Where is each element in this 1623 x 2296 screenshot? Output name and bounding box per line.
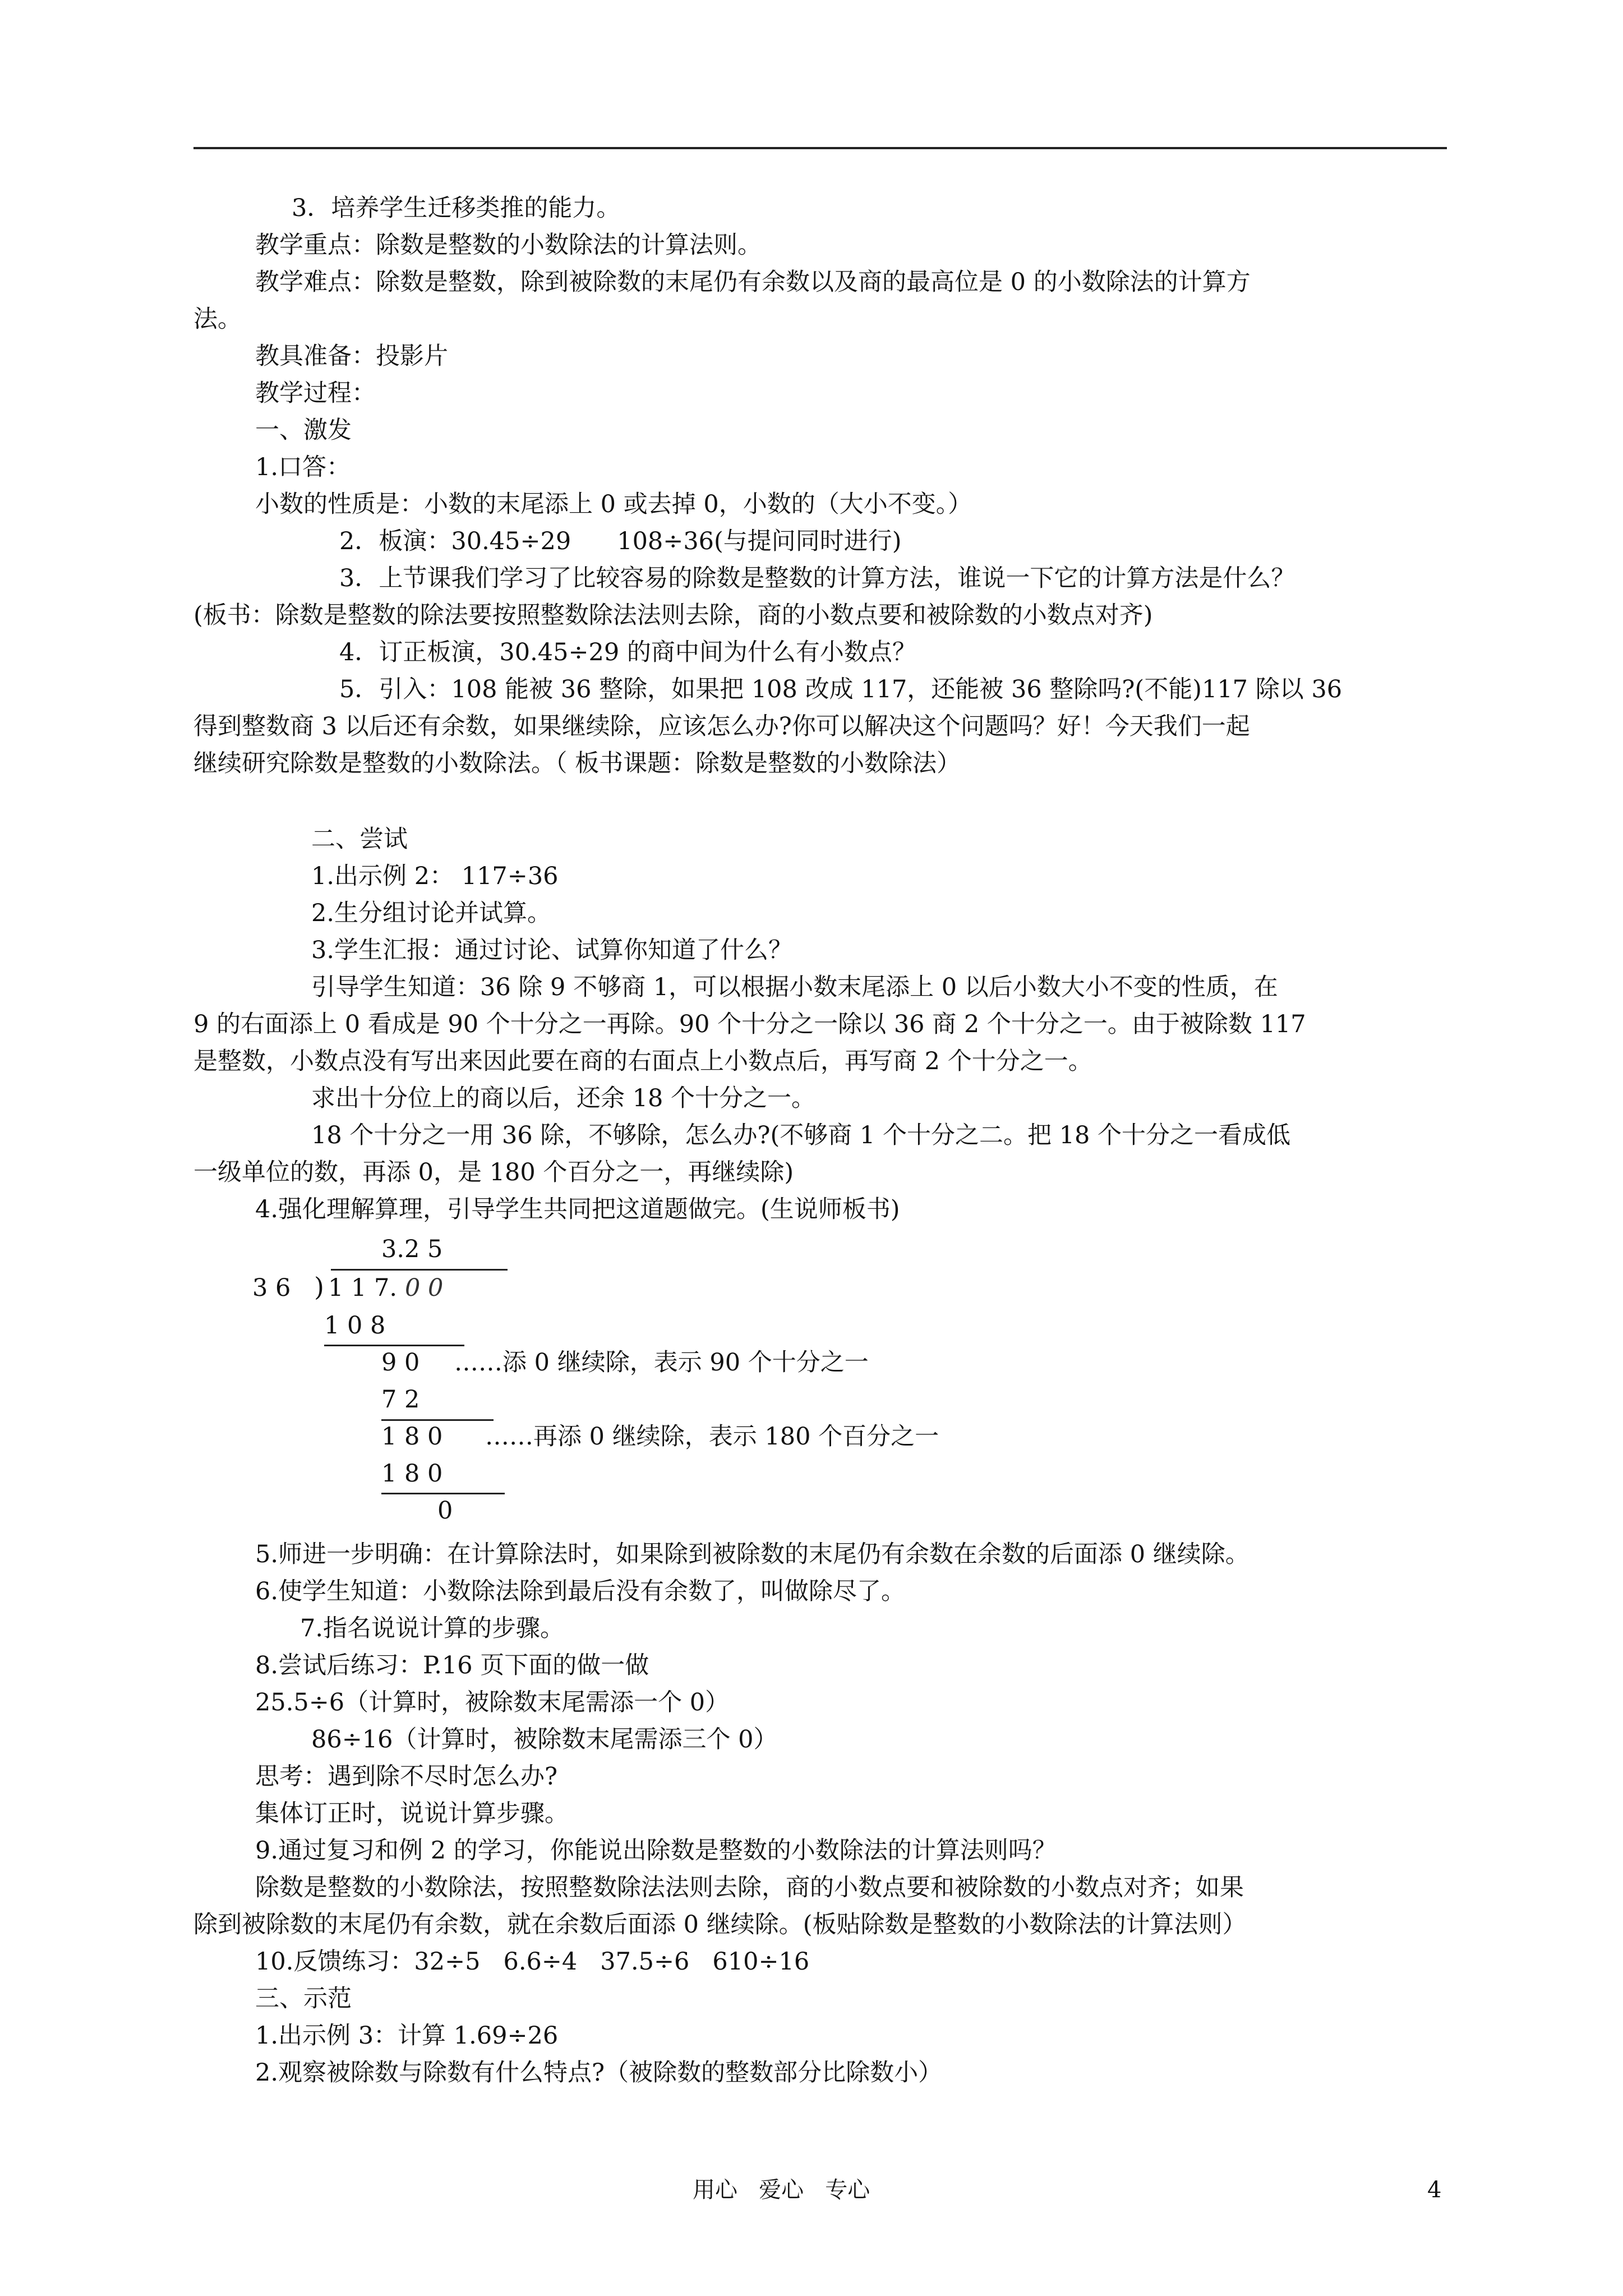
text-line: 小数的性质是：小数的末尾添上 0 或去掉 0，小数的（大小不变。） [255,490,972,518]
quotient-line [331,1269,508,1271]
text-line: 7.指名说说计算的步骤。 [300,1614,565,1642]
text-line: 求出十分位上的商以后，还余 18 个十分之一。 [311,1084,816,1112]
text-line: 是整数，小数点没有写出来因此要在商的右面点上小数点后，再写商 2 个十分之一。 [193,1047,1092,1075]
text-line: 引导学生知道：36 除 9 不够商 1，可以根据小数末尾添上 0 以后小数大小不变的性质，在 [311,973,1278,1001]
text-line: 2．板演：30.45÷29 108÷36(与提问同时进行) [339,527,902,555]
text-line: 86÷16（计算时，被除数末尾需添三个 0） [311,1726,778,1754]
text-line: 一级单位的数，再添 0，是 180 个百分之一，再继续除) [193,1158,794,1186]
dividend-added-zeros: 0 0 [405,1274,444,1302]
text-line: 1.出示例 3：计算 1.69÷26 [255,2022,559,2050]
text-line: 4.强化理解算理，引导学生共同把这道题做完。(生说师板书) [255,1195,900,1223]
text-line: 5．引入：108 能被 36 整除，如果把 108 改成 117，还能被 36 整除吗?(不能)117 除以 36 [339,675,1343,703]
text-line: 3．培养学生迁移类推的能力。 [292,194,621,222]
text-line: 3.学生汇报：通过讨论、试算你知道了什么？ [311,936,793,964]
final-remainder: 0 [437,1497,453,1525]
text-line: (板书：除数是整数的除法要按照整数除法法则去除，商的小数点要和被除数的小数点对齐) [193,601,1153,629]
text-line: 10.反馈练习：32÷5 6.6÷4 37.5÷6 610÷16 [255,1948,810,1976]
text-line: 教学难点：除数是整数，除到被除数的末尾仍有余数以及商的最高位是 0 的小数除法的计算方 [255,268,1251,296]
text-line: 25.5÷6（计算时，被除数末尾需添一个 0） [255,1688,730,1717]
text-line: 5.师进一步明确：在计算除法时，如果除到被除数的末尾仍有余数在余数的后面添 0 继续除。 [255,1540,1249,1568]
text-line: 3．上节课我们学习了比较容易的除数是整数的计算方法，谁说一下它的计算方法是什么？ [339,564,1295,592]
text-line: 8.尝试后练习：P.16 页下面的做一做 [255,1651,649,1680]
text-line: 9 的右面添上 0 看成是 90 个十分之一再除。90 个十分之一除以 36 商 2 个十分之一。由于被除数 117 [193,1010,1306,1038]
text-line: 9.通过复习和例 2 的学习，你能说出除数是整数的小数除法的计算法则吗？ [255,1837,1057,1865]
text-line: 2.生分组讨论并试算。 [311,899,552,927]
text-line: 得到整数商 3 以后还有余数，如果继续除，应该怎么办?你可以解决这个问题吗？好！今天我们一起 [193,712,1250,740]
step-note: ……添 0 继续除，表示 90 个十分之一 [454,1349,869,1377]
text-line: 教学重点：除数是整数的小数除法的计算法则。 [255,231,762,259]
step-line [381,1419,494,1421]
step-line [381,1493,505,1494]
section-heading: 二、尝试 [311,825,408,853]
step-product: 1 8 0 [381,1460,443,1488]
section-heading: 一、激发 [255,416,352,444]
text-line: 1.出示例 2： 117÷36 [311,862,559,890]
step-product: 7 2 [381,1386,420,1414]
step-line [324,1345,464,1346]
text-line: 1.口答： [255,453,351,481]
text-line: 6.使学生知道：小数除法除到最后没有余数了，叫做除尽了。 [255,1577,906,1605]
divisor: 3 6 [252,1274,291,1302]
header-rule [193,147,1447,149]
text-line: 思考：遇到除不尽时怎么办? [255,1763,558,1791]
text-line: 法。 [193,305,242,333]
step-remainder: 9 0 [381,1349,420,1377]
section-heading: 三、示范 [255,1985,352,2013]
quotient: 3.2 5 [381,1235,443,1263]
step-product: 1 0 8 [324,1312,386,1340]
dividend: 1 1 7. [328,1274,398,1302]
step-note: ……再添 0 继续除，表示 180 个百分之一 [485,1423,939,1451]
text-line: 4．订正板演，30.45÷29 的商中间为什么有小数点？ [339,638,916,666]
page-number: 4 [1427,2177,1442,2203]
text-line: 18 个十分之一用 36 除，不够除，怎么办?(不够商 1 个十分之二。把 18 个十分之一看成低 [311,1121,1291,1149]
text-line: 集体订正时，说说计算步骤。 [255,1800,569,1828]
division-bracket: ) [314,1272,324,1302]
text-line: 除到被除数的末尾仍有余数，就在余数后面添 0 继续除。(板贴除数是整数的小数除法的计算法则） [193,1911,1247,1939]
text-line: 教具准备：投影片 [255,342,448,370]
footer-motto: 用心 爱心 专心 [693,2177,870,2203]
text-line: 教学过程： [255,379,376,407]
text-line: 继续研究除数是整数的小数除法。（ 板书课题：除数是整数的小数除法） [193,749,961,777]
text-line: 除数是整数的小数除法，按照整数除法法则去除，商的小数点要和被除数的小数点对齐；如果 [255,1874,1244,1902]
text-line: 2.观察被除数与除数有什么特点?（被除数的整数部分比除数小） [255,2059,943,2087]
step-remainder: 1 8 0 [381,1423,443,1451]
